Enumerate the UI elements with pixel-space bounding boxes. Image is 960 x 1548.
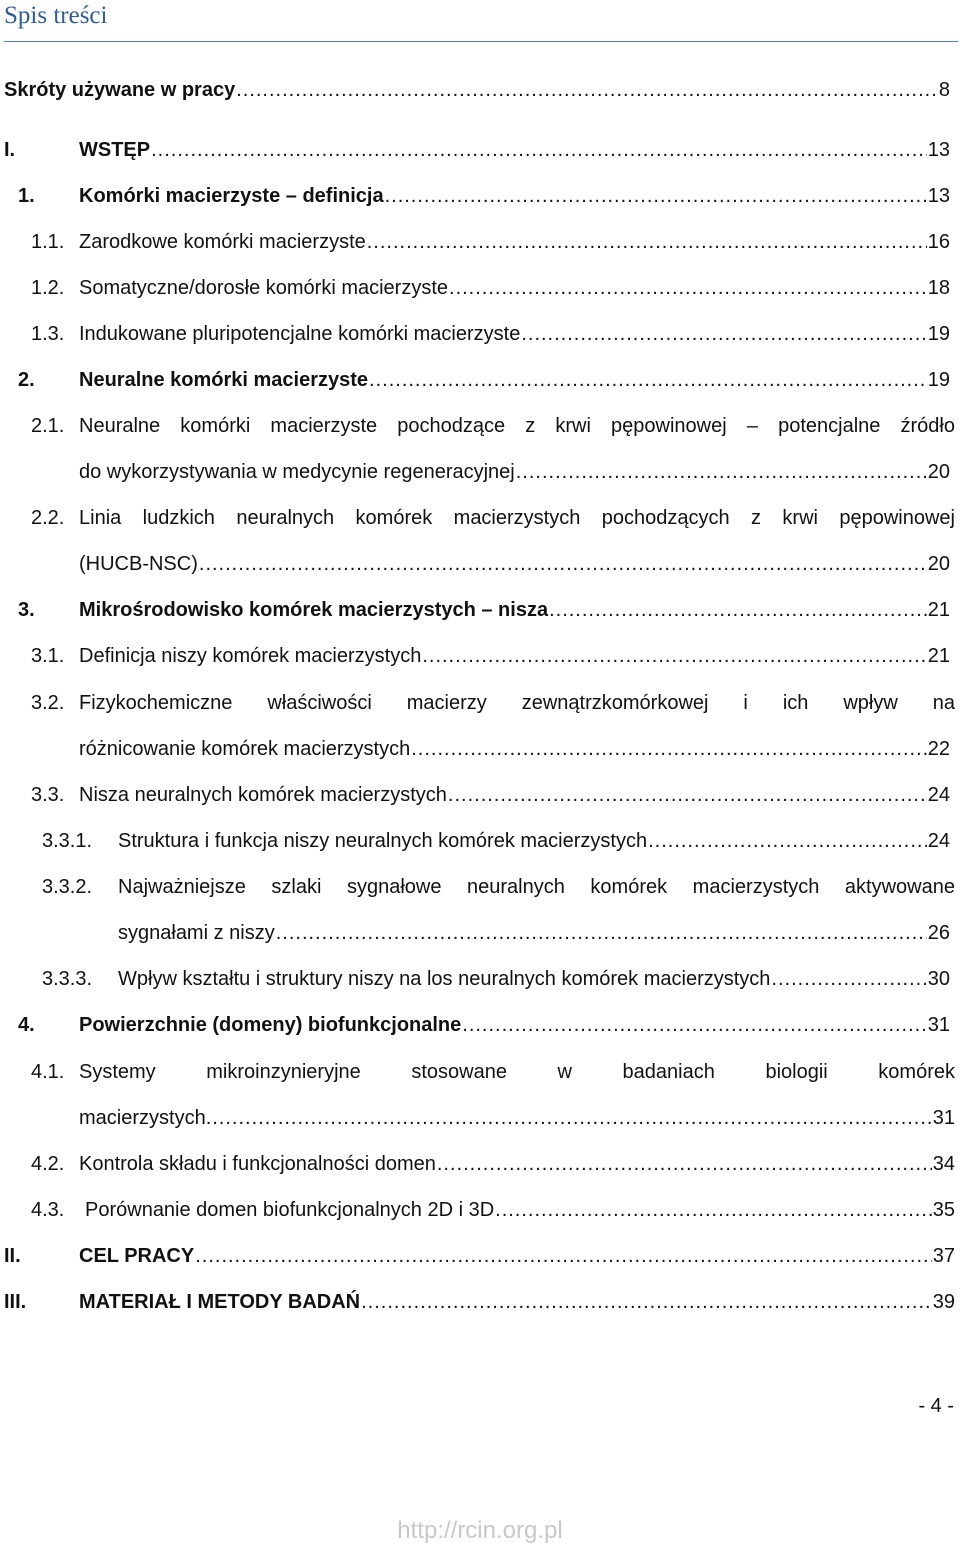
toc-entry-page: 19 bbox=[927, 369, 950, 391]
toc-entry-2-1[interactable] bbox=[0, 414, 960, 438]
toc-entry-text: do wykorzystywania w medycynie regeneracyjnej bbox=[79, 461, 515, 483]
toc-leader-dots bbox=[521, 322, 926, 346]
toc-entry-page: 35 bbox=[932, 1199, 955, 1221]
toc-leader-dots bbox=[212, 1106, 932, 1130]
toc-entry-text: Skróty używane w pracy bbox=[4, 79, 236, 101]
toc-leader-dots bbox=[361, 1290, 932, 1314]
page-number: - 4 - bbox=[918, 1395, 954, 1417]
toc-entry-page: 19 bbox=[927, 323, 950, 345]
toc-entry-text: Porównanie domen biofunkcjonalnych 2D i 3D bbox=[85, 1199, 495, 1221]
toc-entry-2-1-cont[interactable] bbox=[0, 460, 960, 484]
toc-leader-dots bbox=[771, 967, 926, 991]
toc-leader-dots bbox=[516, 460, 927, 484]
toc-entry-page: 21 bbox=[927, 599, 950, 621]
toc-leader-dots bbox=[495, 1198, 932, 1222]
watermark: http://rcin.org.pl bbox=[397, 1517, 563, 1544]
toc-entry-number: 3.2. bbox=[31, 692, 65, 714]
toc-entry-page: 8 bbox=[938, 79, 950, 101]
toc-entry-page: 13 bbox=[927, 139, 950, 161]
toc-entry-number: III. bbox=[4, 1291, 27, 1313]
toc-entry-2[interactable] bbox=[0, 368, 960, 392]
toc-entry-3-2-cont[interactable] bbox=[0, 737, 960, 761]
toc-entry-page: 30 bbox=[927, 968, 950, 990]
toc-entry-1-3[interactable] bbox=[0, 322, 960, 346]
toc-entry-number: I. bbox=[4, 139, 16, 161]
toc-entry-number: 2. bbox=[18, 369, 35, 391]
toc-entry-text: Komórki macierzyste – definicja bbox=[79, 185, 384, 207]
toc-leader-dots bbox=[549, 598, 927, 622]
toc-entry-number: 2.2. bbox=[31, 507, 65, 529]
toc-entry-number: 1. bbox=[18, 185, 35, 207]
toc-entry-text: różnicowanie komórek macierzystych bbox=[79, 738, 411, 760]
toc-entry-number: II. bbox=[4, 1245, 21, 1267]
toc-entry-number: 3.3. bbox=[31, 784, 65, 806]
toc-leader-dots bbox=[199, 552, 927, 576]
toc-leader-dots bbox=[236, 78, 938, 102]
toc-leader-dots bbox=[385, 184, 927, 208]
toc-entry-3-3-2[interactable] bbox=[0, 875, 960, 899]
toc-entry-methods[interactable] bbox=[0, 1290, 960, 1314]
toc-entry-number: 3.3.2. bbox=[42, 876, 93, 898]
toc-entry-text: Struktura i funkcja niszy neuralnych komórek macierzystych bbox=[118, 830, 648, 852]
toc-entry-text: Somatyczne/dorosłe komórki macierzyste bbox=[79, 277, 449, 299]
toc-entry-page: 39 bbox=[932, 1291, 955, 1313]
toc-entry-abbreviations[interactable] bbox=[0, 78, 960, 102]
toc-entry-4-2[interactable] bbox=[0, 1152, 960, 1176]
toc-leader-dots bbox=[437, 1152, 932, 1176]
toc-entry-text-line1: Neuralne komórki macierzyste pochodzące z krwi pępowinowej – potencjalne źródło bbox=[79, 415, 955, 437]
toc-entry-page: 20 bbox=[927, 553, 950, 575]
toc-leader-dots bbox=[367, 230, 927, 254]
toc-entry-text: macierzystych. bbox=[79, 1107, 212, 1129]
toc-leader-dots bbox=[448, 783, 927, 807]
toc-entry-page: 18 bbox=[927, 277, 950, 299]
toc-entry-number: 4. bbox=[18, 1014, 35, 1036]
toc-entry-number: 1.3. bbox=[31, 323, 65, 345]
toc-entry-page: 24 bbox=[927, 784, 950, 806]
toc-entry-number: 3.3.3. bbox=[42, 968, 93, 990]
toc-leader-dots bbox=[276, 921, 927, 945]
toc-leader-dots bbox=[449, 276, 927, 300]
toc-entry-page: 20 bbox=[927, 461, 950, 483]
toc-entry-page: 31 bbox=[932, 1107, 955, 1129]
toc-entry-text: sygnałami z niszy bbox=[118, 922, 275, 944]
toc-leader-dots bbox=[369, 368, 927, 392]
toc-entry-3-3-3[interactable] bbox=[0, 967, 960, 991]
toc-entry-number: 4.3. bbox=[31, 1199, 65, 1221]
toc-entry-page: 26 bbox=[927, 922, 950, 944]
toc-entry-text: Indukowane pluripotencjalne komórki macierzyste bbox=[79, 323, 521, 345]
toc-entry-page: 37 bbox=[932, 1245, 955, 1267]
toc-entry-text: Zarodkowe komórki macierzyste bbox=[79, 231, 366, 253]
toc-entry-text: Definicja niszy komórek macierzystych bbox=[79, 645, 422, 667]
toc-entry-4-1[interactable] bbox=[0, 1060, 960, 1084]
toc-entry-number: 4.2. bbox=[31, 1153, 65, 1175]
toc-entry-1-2[interactable] bbox=[0, 276, 960, 300]
toc-entry-text: Nisza neuralnych komórek macierzystych bbox=[79, 784, 447, 806]
toc-entry-page: 21 bbox=[927, 645, 950, 667]
toc-entry-4-1-cont[interactable] bbox=[0, 1106, 960, 1130]
toc-entry-text: (HUCB-NSC) bbox=[79, 553, 198, 575]
toc-entry-number: 3.1. bbox=[31, 645, 65, 667]
toc-entry-text-line1: Najważniejsze szlaki sygnałowe neuralnych komórek macierzystych aktywowane bbox=[118, 876, 955, 898]
toc-entry-number: 1.1. bbox=[31, 231, 65, 253]
toc-entry-page: 34 bbox=[932, 1153, 955, 1175]
toc-entry-2-2-cont[interactable] bbox=[0, 552, 960, 576]
toc-title: Spis treści bbox=[4, 2, 108, 29]
toc-entry-text: CEL PRACY bbox=[79, 1245, 195, 1267]
toc-entry-page: 24 bbox=[927, 830, 950, 852]
toc-leader-dots bbox=[462, 1013, 926, 1037]
toc-entry-text: WSTĘP bbox=[79, 139, 151, 161]
toc-leader-dots bbox=[422, 644, 926, 668]
toc-entry-text: Kontrola składu i funkcjonalności domen bbox=[79, 1153, 436, 1175]
toc-leader-dots bbox=[195, 1244, 932, 1268]
toc-entry-text: Powierzchnie (domeny) biofunkcjonalne bbox=[79, 1014, 462, 1036]
toc-entry-3-2[interactable] bbox=[0, 691, 960, 715]
toc-entry-3-3-1[interactable] bbox=[0, 829, 960, 853]
toc-entry-3-3-2-cont[interactable] bbox=[0, 921, 960, 945]
toc-entry-3[interactable] bbox=[0, 598, 960, 622]
toc-entry-text: Wpływ kształtu i struktury niszy na los neuralnych komórek macierzystych bbox=[118, 968, 771, 990]
toc-entry-text-line1: Linia ludzkich neuralnych komórek macierzystych pochodzących z krwi pępowinowej bbox=[79, 507, 955, 529]
toc-entry-3-1[interactable] bbox=[0, 644, 960, 668]
toc-entry-number: 4.1. bbox=[31, 1061, 65, 1083]
toc-entry-aim[interactable] bbox=[0, 1244, 960, 1268]
toc-leader-dots bbox=[411, 737, 927, 761]
toc-entry-number: 2.1. bbox=[31, 415, 65, 437]
toc-entry-text: MATERIAŁ I METODY BADAŃ bbox=[79, 1291, 361, 1313]
toc-leader-dots bbox=[648, 829, 927, 853]
toc-entry-text-line1: Systemy mikroinzynieryjne stosowane w badaniach biologii komórek bbox=[79, 1061, 955, 1083]
toc-entry-page: 16 bbox=[927, 231, 950, 253]
toc-entry-page: 13 bbox=[927, 185, 950, 207]
toc-entry-4-3[interactable] bbox=[0, 1198, 960, 1222]
toc-entry-number: 3. bbox=[18, 599, 35, 621]
toc-entry-page: 31 bbox=[927, 1014, 950, 1036]
toc-entry-2-2[interactable] bbox=[0, 506, 960, 530]
toc-entry-1[interactable] bbox=[0, 184, 960, 208]
toc-entry-number: 1.2. bbox=[31, 277, 65, 299]
toc-entry-text: Neuralne komórki macierzyste bbox=[79, 369, 369, 391]
toc-entry-number: 3.3.1. bbox=[42, 830, 93, 852]
toc-leader-dots bbox=[151, 138, 927, 162]
toc-entry-intro[interactable] bbox=[0, 138, 960, 162]
toc-entry-4[interactable] bbox=[0, 1013, 960, 1037]
toc-entry-text: Mikrośrodowisko komórek macierzystych – nisza bbox=[79, 599, 549, 621]
toc-entry-1-1[interactable] bbox=[0, 230, 960, 254]
toc-entry-3-3[interactable] bbox=[0, 783, 960, 807]
toc-entry-page: 22 bbox=[927, 738, 950, 760]
toc-entry-text-line1: Fizykochemiczne właściwości macierzy zewnątrzkomórkowej i ich wpływ na bbox=[79, 692, 955, 714]
